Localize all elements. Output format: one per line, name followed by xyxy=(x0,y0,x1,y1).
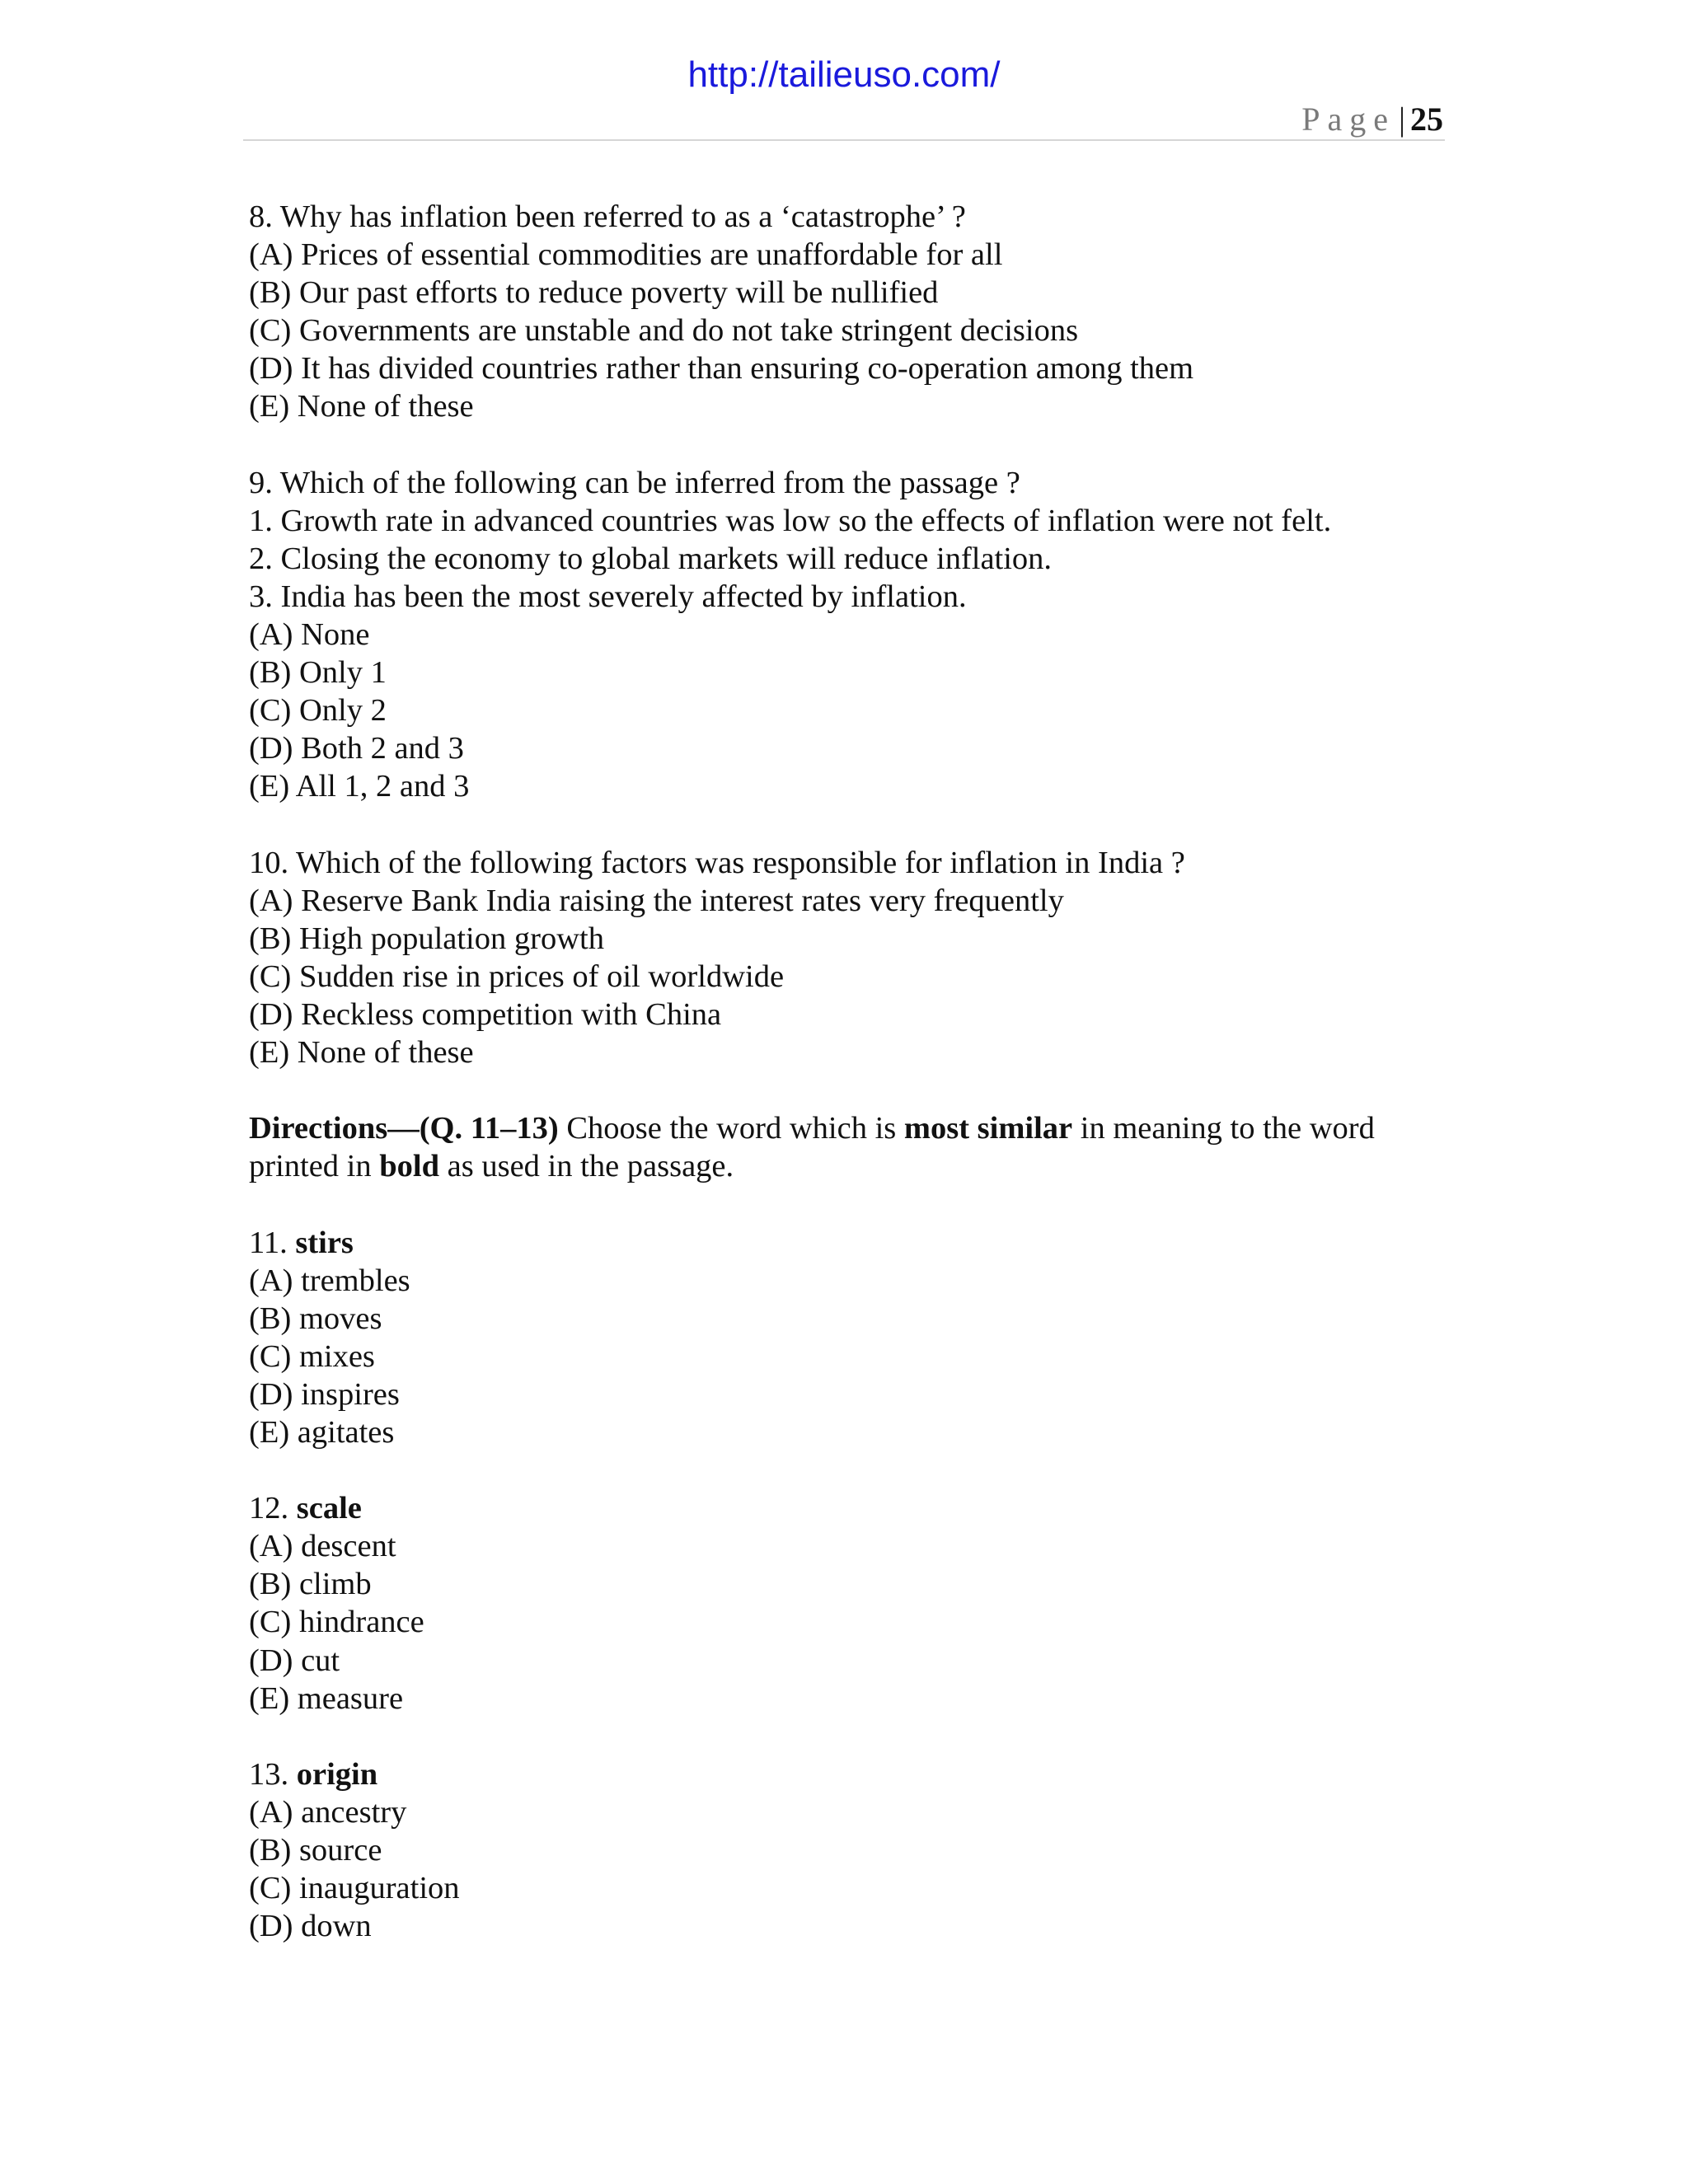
spacer xyxy=(249,1718,1444,1755)
question-11-number: 11. xyxy=(249,1225,296,1260)
spacer xyxy=(249,1185,1444,1223)
question-12-option-c: (C) hindrance xyxy=(249,1605,424,1640)
question-13-number: 13. xyxy=(249,1756,297,1792)
question-9-option-b: (B) Only 1 xyxy=(249,655,387,691)
question-10-option-e: (E) None of these xyxy=(249,1035,474,1071)
question-13 xyxy=(249,1755,1444,1945)
question-9-option-a: (A) None xyxy=(249,617,370,653)
spacer xyxy=(249,1071,1444,1109)
question-12-option-e: (E) measure xyxy=(249,1680,404,1716)
question-11-word: stirs xyxy=(295,1225,354,1260)
question-9-statement-2: 2. Closing the economy to global markets will reduce inflation. xyxy=(249,541,1053,576)
question-9-text: 9. Which of the following can be inferred from the passage ? xyxy=(249,465,1020,500)
question-12-number: 12. xyxy=(249,1491,297,1526)
question-10 xyxy=(249,844,1444,1072)
question-8-option-a: (A) Prices of essential commodities are unaffordable for all xyxy=(249,237,1003,273)
directions-text-3: as used in the passage. xyxy=(439,1149,734,1184)
question-8-text: 8. Why has inflation been referred to as a ‘catastrophe’ ? xyxy=(249,199,966,234)
question-8-option-d: (D) It has divided countries rather than ensuring co-operation among them xyxy=(249,351,1194,387)
question-13-option-a: (A) ancestry xyxy=(249,1794,407,1830)
question-13-heading xyxy=(249,1755,1444,1793)
directions-label: Directions—(Q. 11–13) xyxy=(249,1111,559,1146)
header-url-link[interactable]: http://tailieuso.com/ xyxy=(687,54,1001,95)
spacer xyxy=(249,806,1444,844)
question-12-heading xyxy=(249,1489,1444,1527)
question-8 xyxy=(249,198,1444,426)
directions-text-1: Choose the word which is xyxy=(558,1111,904,1146)
page-separator: | xyxy=(1398,101,1405,138)
question-11-option-a: (A) trembles xyxy=(249,1263,410,1298)
question-10-option-d: (D) Reckless competition with China xyxy=(249,996,722,1032)
question-9-option-e: (E) All 1, 2 and 3 xyxy=(249,769,470,804)
page-number-indicator xyxy=(1301,97,1443,142)
header-divider xyxy=(243,139,1445,141)
question-12 xyxy=(249,1489,1444,1718)
question-11-option-d: (D) inspires xyxy=(249,1376,400,1412)
question-9-option-d: (D) Both 2 and 3 xyxy=(249,731,464,766)
question-9-statement-1: 1. Growth rate in advanced countries was low so the effects of inflation were not felt. xyxy=(249,503,1332,538)
directions-paragraph xyxy=(249,1109,1444,1185)
question-13-option-c: (C) inauguration xyxy=(249,1871,460,1906)
spacer xyxy=(249,426,1444,464)
question-9-option-c: (C) Only 2 xyxy=(249,693,387,729)
question-8-option-b: (B) Our past efforts to reduce poverty will be nullified xyxy=(249,275,939,311)
directions-emphasis-1: most similar xyxy=(903,1111,1073,1146)
question-10-text: 10. Which of the following factors was responsible for inflation in India ? xyxy=(249,845,1185,880)
question-8-option-c: (C) Governments are unstable and do not take stringent decisions xyxy=(249,313,1079,349)
question-10-option-c: (C) Sudden rise in prices of oil worldwide xyxy=(249,958,785,994)
question-11-option-b: (B) moves xyxy=(249,1301,382,1336)
directions-text-2: in meaning to the word printed in xyxy=(249,1111,1375,1184)
question-11 xyxy=(249,1224,1444,1452)
page-label: Page xyxy=(1301,101,1395,138)
question-12-option-d: (D) cut xyxy=(249,1643,340,1678)
question-10-option-a: (A) Reserve Bank India raising the interest rates very frequently xyxy=(249,883,1064,918)
question-11-option-e: (E) agitates xyxy=(249,1415,395,1450)
page-number: 25 xyxy=(1410,101,1443,138)
question-13-option-d: (D) down xyxy=(249,1909,372,1944)
question-9 xyxy=(249,464,1444,806)
question-12-word: scale xyxy=(296,1491,362,1526)
question-12-option-a: (A) descent xyxy=(249,1529,396,1564)
question-11-heading xyxy=(249,1224,1444,1262)
directions-emphasis-2: bold xyxy=(379,1149,440,1184)
question-10-option-b: (B) High population growth xyxy=(249,921,604,956)
question-11-option-c: (C) mixes xyxy=(249,1338,375,1374)
spacer xyxy=(249,1451,1444,1489)
question-12-option-b: (B) climb xyxy=(249,1567,372,1602)
question-13-option-b: (B) source xyxy=(249,1833,382,1868)
question-9-statement-3: 3. India has been the most severely affected by inflation. xyxy=(249,579,967,614)
question-8-option-e: (E) None of these xyxy=(249,389,474,424)
question-13-word: origin xyxy=(296,1756,378,1792)
document-body xyxy=(249,198,1444,1945)
